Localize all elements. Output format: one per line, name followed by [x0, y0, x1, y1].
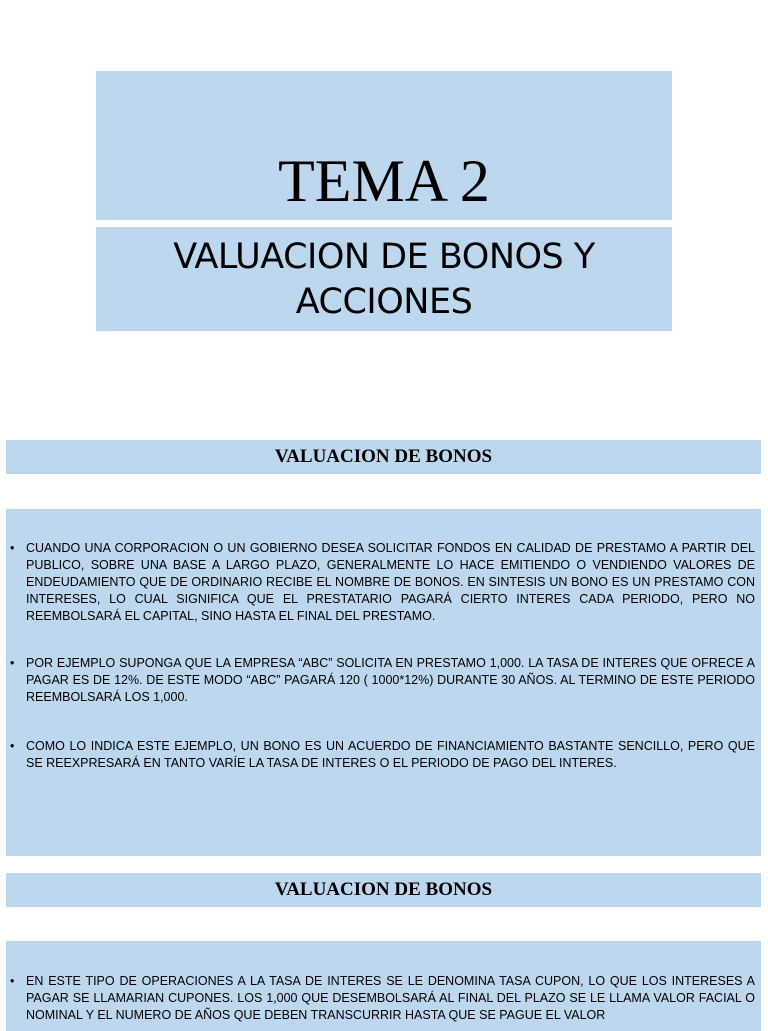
bullet-icon: •	[10, 974, 15, 988]
bullet-icon: •	[10, 739, 15, 753]
slide-subtitle	[96, 235, 672, 325]
bullet-item	[10, 655, 755, 706]
bullet-text: EN ESTE TIPO DE OPERACIONES A LA TASA DE INTERES SE LE DENOMINA TASA CUPON, LO QUE LOS INTERESES A PAGAR SE LLAMARIAN CUPONES. LOS 1,000 QUE DESEMBOLSARÁ AL FINAL DEL PLAZO SE LE LLAMA VALOR FACIAL O NOMINAL Y EL NUMERO DE AÑOS QUE DEBEN TRANSCURRIR HASTA QUE SE PAGUE EL VALOR	[26, 974, 755, 1022]
section-header: VALUACION DE BONOS	[6, 440, 761, 474]
slide-title: TEMA 2	[278, 148, 490, 214]
bullet-text: POR EJEMPLO SUPONGA QUE LA EMPRESA “ABC” SOLICITA EN PRESTAMO 1,000. LA TASA DE INTERES QUE OFRECE A PAGAR ES DE 12%. DE ESTE MODO “ABC” PAGARÁ 120 ( 1000*12%) DURANTE 30 AÑOS. AL TERMINO DE ESTE PERIODO REEMBOLSARÁ LOS 1,000.	[26, 656, 755, 704]
title-box	[96, 71, 672, 220]
content-box	[6, 941, 761, 1031]
bullet-text: CUANDO UNA CORPORACION O UN GOBIERNO DESEA SOLICITAR FONDOS EN CALIDAD DE PRESTAMO A PARTIR DEL PUBLICO, SOBRE UNA BASE A LARGO PLAZO, GENERALMENTE LO HACE EMITIENDO O VENDIENDO VALORES DE ENDEUDAMIENTO QUE DE ORDINARIO RECIBE EL NOMBRE DE BONOS. EN SINTESIS UN BONO ES UN PRESTAMO CON INTERESES, LO CUAL SIGNIFICA QUE EL PRESTATARIO PAGARÁ CIERTO INTERES CADA PERIODO, PERO NO REEMBOLSARÁ EL CAPITAL, SINO HASTA EL FINAL DEL PRESTAMO.	[26, 541, 755, 623]
section-header: VALUACION DE BONOS	[6, 873, 761, 907]
bullet-icon: •	[10, 541, 15, 555]
bullet-item	[10, 738, 755, 772]
subtitle-box	[96, 227, 672, 331]
bullet-item	[10, 540, 755, 625]
content-box	[6, 509, 761, 856]
subtitle-line-1: VALUACION DE BONOS Y	[173, 237, 595, 277]
bullet-icon: •	[10, 656, 15, 670]
bullet-text: COMO LO INDICA ESTE EJEMPLO, UN BONO ES UN ACUERDO DE FINANCIAMIENTO BASTANTE SENCILLO, PERO QUE SE REEXPRESARÁ EN TANTO VARÍE LA TASA DE INTERES O EL PERIODO DE PAGO DEL INTERES.	[26, 739, 755, 770]
bullet-item	[10, 973, 755, 1024]
subtitle-line-2: ACCIONES	[295, 282, 473, 322]
